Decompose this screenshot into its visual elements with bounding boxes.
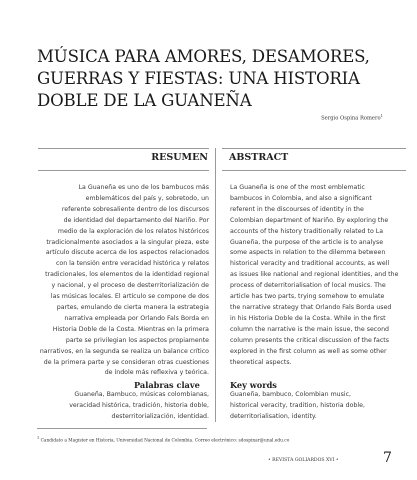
resumen-line: tradicionales, los elementos de la identidad regional [45,271,209,279]
resumen-keywords-line: Guaneña, Bambuco, músicas colombianas, [74,391,209,398]
abstract-line: La Guaneña is one of the most emblematic [230,184,365,191]
resumen-line: tradicionalmente asociados a la singular pieza, este [46,238,209,246]
resumen-top-rule [38,148,209,149]
footnote [37,436,289,443]
author-name-text: Sergio Ospina Romero [321,115,381,122]
title-line: GUERRAS Y FIESTAS: UNA HISTORIA [37,69,360,88]
abstract-line: some aspects in relation to the dilemma between [230,249,386,257]
resumen-line: artículo discute acerca de los aspectos relacionados [45,249,209,257]
article-title [37,46,397,112]
resumen-line: La Guaneña es uno de los bambucos más [78,184,209,191]
abstract-keywords-line: deterritorialisation, identity. [230,412,317,420]
footnote-text: Candidato a Magister en Historia, Universidad Nacional de Colombia. Correo electrónico: sdospinar@unal.edu.co [40,438,290,444]
resumen-keywords-line: desterritorialización, identidad. [111,412,209,420]
abstract-heading-rule [222,170,406,171]
abstract-line: Guaneña, the purpose of the article is to analyse [230,238,384,246]
resumen-line: referente sobresaliente dentro de los discursos [61,205,209,213]
resumen-line: partes, emulando de cierta manera la estrategia [56,303,209,311]
author-name [321,113,383,122]
resumen-line: y nacional, y el proceso de desterritorialización de [51,282,209,290]
abstract-keywords-heading: Key words [230,380,277,390]
abstract-body [230,183,406,368]
footnote-rule [37,428,207,429]
journal-name: • REVISTA GOLIARDOS XVI • [268,458,339,463]
abstract-line: Colombian department of Nariño. By exploring the [230,216,389,224]
resumen-line: con la tensión entre veracidad histórica y relatos [55,260,209,268]
resumen-heading: RESUMEN [151,152,208,163]
resumen-line: Historia Doble de la Costa. Mientras en la primera [52,325,209,333]
footnote-marker: 1 [37,436,40,440]
title-line: DOBLE DE LA GUANEÑA [37,91,252,110]
abstract-line: as issues like national and regional identities, and the [230,271,399,279]
abstract-line: bambucos in Colombia, and also a significant [230,194,372,202]
abstract-line: in his Historia Doble de la Costa. While in the first [230,314,386,322]
abstract-line: historical veracity and traditional accounts, as well [230,260,390,268]
resumen-line: medio de la exploración de los relatos históricos [57,227,209,235]
abstract-top-rule [222,148,406,149]
resumen-line: de identidad del departamento del Nariño. Por [63,216,209,224]
abstract-line: the narrative strategy that Orlando Fals Borda used [230,303,392,311]
abstract-line: referent in the discourses of identity in the [230,205,364,213]
abstract-line: explored in the first column as well as some other [230,347,387,355]
resumen-line: las músicas locales. El artículo se compone de dos [50,293,209,301]
abstract-line: article has two parts, trying somehow to emulate [230,293,385,301]
resumen-line: de la primera parte y se consideran otras cuestiones [43,358,209,366]
abstract-line: column presents the critical discussion of the facts [230,336,389,344]
abstract-keywords-line: historical veracity, tradition, historia doble, [230,401,365,409]
resumen-keywords-line: veracidad histórica, tradición, historia doble, [69,401,209,409]
resumen-line: narrativos, en la segunda se realiza un balance crítico [39,347,209,355]
abstract-heading: ABSTRACT [229,152,289,163]
resumen-line: parte se privilegian los aspectos propiamente [65,336,209,344]
abstract-line: column the narrative is the main issue, the second [230,325,389,333]
page-number: 7 [383,450,392,466]
title-line: MÚSICA PARA AMORES, DESAMORES, [37,47,370,66]
resumen-line: narrativa empleada por Orlando Fals Borda en [64,314,209,322]
abstract-line: process of deterritorialisation of local musics. The [230,282,386,290]
abstract-line: theoretical aspects. [230,358,292,366]
resumen-line: de índole más reflexiva y teórica. [104,369,209,377]
resumen-line: emblemáticos del país y, sobretodo, un [85,194,209,202]
author-footnote-marker: 1 [380,113,383,118]
resumen-body [38,183,209,379]
column-divider [215,148,216,422]
resumen-keywords [38,390,209,423]
abstract-keywords [230,390,406,423]
abstract-keywords-line: Guaneña, bambuco, Colombian music, [230,391,352,398]
resumen-keywords-heading: Palabras clave [134,380,200,390]
resumen-heading-rule [38,170,209,171]
abstract-line: accounts of the history traditionally related to La [230,227,384,235]
